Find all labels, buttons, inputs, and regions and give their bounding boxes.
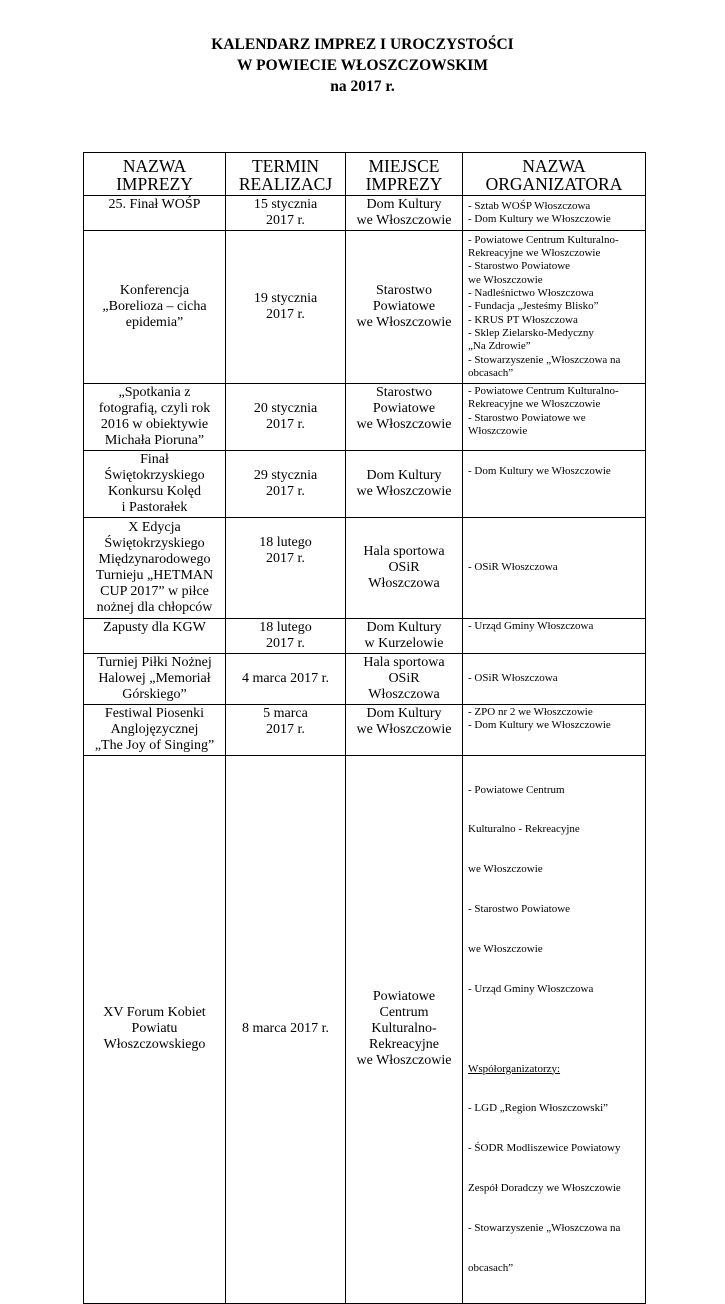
event-name-cell: Finał Świętokrzyskiego Konkursu Kolęd i Pastorałek xyxy=(84,451,226,518)
table-row xyxy=(84,619,646,654)
header-date: TERMIN REALIZACJ xyxy=(226,153,346,196)
event-name-cell: X Edycja Świętokrzyskiego Międzynarodowego Turnieju „HETMAN CUP 2017” w piłce nożnej dla chłopców xyxy=(84,518,226,619)
organizer-cell: - Powiatowe Centrum Kulturalno- Rekreacyjne we Włoszczowie - Starostwo Powiatowe we Włoszczowie - Nadleśnictwo Włoszczowa - Fundacja „Jesteśmy Blisko” - KRUS PT Włoszczowa - Sklep Zielarsko-Medyczny „Na Zdrowie” - Stowarzyszenie „Włoszczowa na obcasach” xyxy=(463,231,646,384)
header-place: MIEJSCE IMPREZY xyxy=(346,153,463,196)
table-row xyxy=(84,384,646,451)
date-cell: 20 stycznia 2017 r. xyxy=(226,384,346,451)
date-cell: 19 stycznia 2017 r. xyxy=(226,231,346,384)
events-calendar-table xyxy=(83,152,646,1304)
title-line-3: na 2017 r. xyxy=(330,78,395,95)
event-name-cell: Konferencja „Borelioza – cicha epidemia” xyxy=(84,231,226,384)
table-row xyxy=(84,518,646,619)
spacer xyxy=(468,1023,643,1036)
date-cell: 18 lutego 2017 r. xyxy=(226,518,346,619)
event-name-cell: XV Forum Kobiet Powiatu Włoszczowskiego xyxy=(84,756,226,1304)
table-header-row xyxy=(84,153,646,196)
organizer-cell: - Sztab WOŚP Włoszczowa - Dom Kultury we Włoszczowie xyxy=(463,196,646,231)
date-cell: 29 stycznia 2017 r. xyxy=(226,451,346,518)
table-row xyxy=(84,756,646,1304)
organizer-cell: - ZPO nr 2 we Włoszczowie - Dom Kultury we Włoszczowie xyxy=(463,705,646,756)
organizer-cell: - Urząd Gminy Włoszczowa xyxy=(463,619,646,654)
event-name-cell: Festiwal Piosenki Anglojęzycznej „The Joy of Singing” xyxy=(84,705,226,756)
place-cell: Powiatowe Centrum Kulturalno- Rekreacyjne we Włoszczowie xyxy=(346,756,463,1304)
table-row xyxy=(84,705,646,756)
place-cell: Hala sportowa OSiR Włoszczowa xyxy=(346,518,463,619)
date-cell: 8 marca 2017 r. xyxy=(226,756,346,1304)
header-organizer: NAZWA ORGANIZATORA xyxy=(463,153,646,196)
date-cell: 5 marca 2017 r. xyxy=(226,705,346,756)
place-cell: Dom Kultury we Włoszczowie xyxy=(346,705,463,756)
organizer-cell: - Powiatowe Centrum Kulturalno - Rekreacyjne we Włoszczowie - Starostwo Powiatowe we Włoszczowie - Urząd Gminy Włoszczowa Współorganizatorzy: - LGD „Region Włoszczowski” - ŚODR Modliszewice Powiatowy Zespół Doradczy we Włoszczowie - Stowarzyszenie „Włoszczowa na obcasach” xyxy=(463,756,646,1304)
date-cell: 18 lutego 2017 r. xyxy=(226,619,346,654)
title-line-2: W POWIECIE WŁOSZCZOWSKIM xyxy=(237,57,488,74)
organizer-cell: - Dom Kultury we Włoszczowie xyxy=(463,451,646,518)
place-cell: Starostwo Powiatowe we Włoszczowie xyxy=(346,384,463,451)
event-name-cell: Zapusty dla KGW xyxy=(84,619,226,654)
table-row xyxy=(84,231,646,384)
place-cell: Starostwo Powiatowe we Włoszczowie xyxy=(346,231,463,384)
place-cell: Dom Kultury we Włoszczowie xyxy=(346,451,463,518)
table-row xyxy=(84,654,646,705)
table-row xyxy=(84,196,646,231)
document-title xyxy=(0,34,725,97)
event-name-cell: Turniej Piłki Nożnej Halowej „Memoriał Górskiego” xyxy=(84,654,226,705)
header-event-name: NAZWA IMPREZY xyxy=(84,153,226,196)
place-cell: Dom Kultury w Kurzelowie xyxy=(346,619,463,654)
date-cell: 15 stycznia 2017 r. xyxy=(226,196,346,231)
organizer-cell: - Powiatowe Centrum Kulturalno- Rekreacyjne we Włoszczowie - Starostwo Powiatowe we Włoszczowie xyxy=(463,384,646,451)
table-row xyxy=(84,451,646,518)
organizer-cell: - OSiR Włoszczowa xyxy=(463,518,646,619)
place-cell: Dom Kultury we Włoszczowie xyxy=(346,196,463,231)
coorganizers-label: Współorganizatorzy: xyxy=(468,1062,561,1075)
organizer-cell: - OSiR Włoszczowa xyxy=(463,654,646,705)
event-name-cell: „Spotkania z fotografią, czyli rok 2016 w obiektywie Michała Pioruna” xyxy=(84,384,226,451)
date-cell: 4 marca 2017 r. xyxy=(226,654,346,705)
event-name-cell: 25. Finał WOŚP xyxy=(84,196,226,231)
title-line-1: KALENDARZ IMPREZ I UROCZYSTOŚCI xyxy=(211,36,514,53)
place-cell: Hala sportowa OSiR Włoszczowa xyxy=(346,654,463,705)
